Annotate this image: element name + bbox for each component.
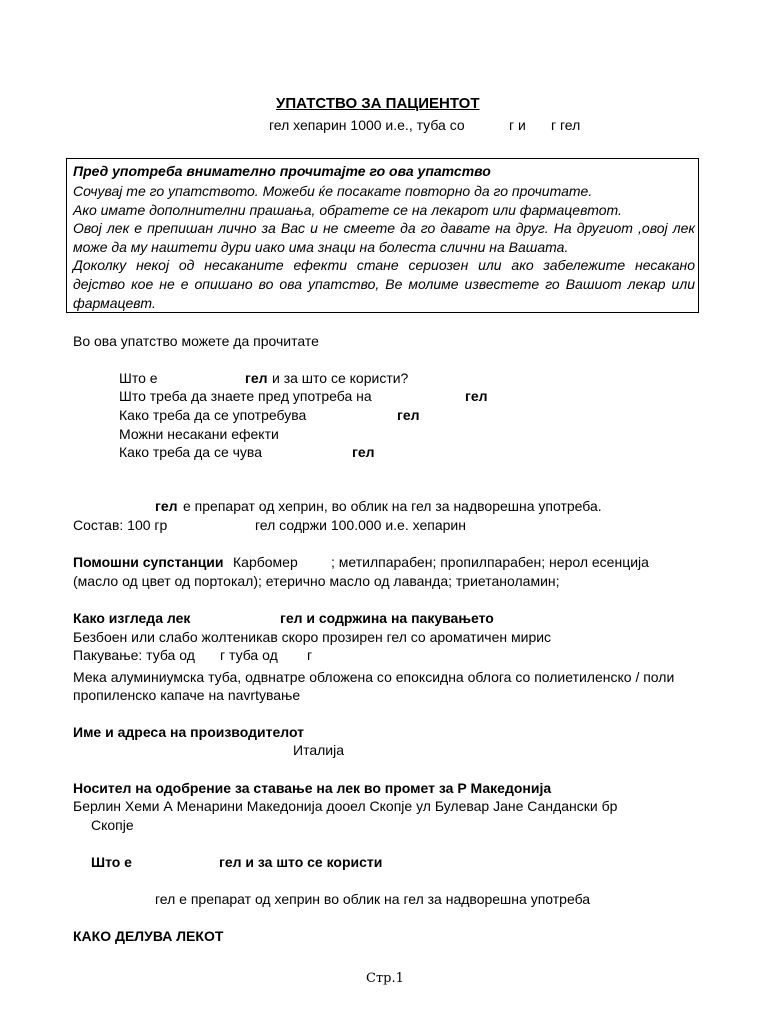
contents-item-1-rest: и за што се користи?	[272, 370, 409, 386]
warning-line: Доколку некој од несаканите ефекти стане сериозен или ако забележите несакано	[73, 257, 695, 273]
appearance-heading-a: Како изгледа лек	[73, 610, 191, 626]
tube-desc-1: Мека алуминиумска туба, одвнатре обложена со епоксидна облога со полиетиленско / поли	[73, 669, 675, 685]
subtitle-size-2: г гел	[551, 117, 581, 133]
composition-text: гел содржи 100.000 и.е. хепарин	[255, 517, 466, 533]
contents-item-3-text: Како треба да се употребува	[119, 407, 307, 423]
appearance-heading-b: гел и содржина на пакувањето	[280, 610, 494, 626]
contents-item-3-product: гел	[397, 407, 420, 423]
pack-label: Пакување: туба од	[73, 647, 195, 663]
contents-item-5-product: гел	[352, 444, 375, 460]
excipients-text-2: (масло од цвет од портокал); етерично масло од лаванда; триетаноламин;	[73, 573, 560, 589]
holder-city: Скопје	[91, 817, 134, 833]
contents-item-1-text: Што е	[119, 370, 158, 386]
pack-size-2: г	[307, 647, 313, 663]
warning-line: фармацевт.	[73, 295, 156, 311]
section2-body: гел е препарат од хеприн во облик на гел за надворешна употреба	[155, 891, 591, 907]
warning-line: може да му наштети дури иако има знаци на болеста слични на Вашата.	[73, 239, 569, 255]
excipients-text-b: ; метилпарабен; пропилпарабен; нерол есенција	[331, 554, 649, 570]
page-title: УПАТСТВО ЗА ПАЦИЕНТОТ	[276, 95, 480, 112]
warning-line: Ако имате дополнителни прашања, обратете се на лекарот или фармацевтот.	[73, 202, 622, 218]
contents-item-1-product: гел	[245, 370, 268, 386]
section2-heading-b: гел и за што се користи	[219, 854, 383, 870]
contents-item-2-product: гел	[465, 388, 488, 404]
desc-product: гел	[155, 498, 178, 514]
desc-text: е препарат од хеприн, во облик на гел за надворешна употреба.	[183, 498, 602, 514]
pack-size-1: г туба од	[220, 647, 278, 663]
contents-item-4-text: Можни несакани ефекти	[119, 426, 279, 442]
excipients-text-a: Карбомер	[233, 554, 298, 570]
page-number: Стр.1	[366, 971, 404, 986]
manufacturer-country: Италија	[293, 742, 344, 758]
excipients-label: Помошни супстанции	[73, 554, 224, 570]
warning-line: Сочувај те го упатството. Можеби ќе посакате повторно да го прочитате.	[73, 183, 593, 199]
holder-heading: Носител на одобрение за ставање на лек во промет за Р Македонија	[73, 780, 552, 796]
warning-line: Овој лек е препишан лично за Вас и не смеете да го давате на друг. На другиот ,овој лек	[73, 220, 695, 236]
section2-heading-a: Што е	[91, 854, 132, 870]
holder-address: Берлин Хеми А Менарини Македонија дооел Скопје ул Булевар Јане Сандански бр	[73, 798, 618, 814]
manufacturer-heading: Име и адреса на производителот	[73, 724, 304, 740]
contents-item-5-text: Како треба да се чува	[119, 444, 262, 460]
subtitle-size-1: г и	[509, 117, 526, 133]
contents-item-2-text: Што треба да знаете пред употреба на	[119, 388, 372, 404]
appearance-text: Безбоен или слабо жолтеникав скоро прозирен гел со ароматичен мирис	[73, 629, 552, 645]
action-heading: КАКО ДЕЛУВА ЛЕКОТ	[73, 928, 224, 944]
tube-desc-2: пропиленско капаче на navrtување	[73, 687, 301, 703]
contents-intro: Во ова упатство можете да прочитате	[73, 333, 319, 349]
subtitle-product: гел хепарин 1000 и.е., туба со	[269, 117, 465, 133]
warning-line: дејство кое не е опишано во ова упатство, Ве молиме известете го Вашиот лекар или	[73, 276, 695, 292]
composition-label: Состав: 100 гр	[73, 517, 168, 533]
warning-heading: Пред употреба внимателно прочитајте го ова упатство	[73, 163, 491, 179]
